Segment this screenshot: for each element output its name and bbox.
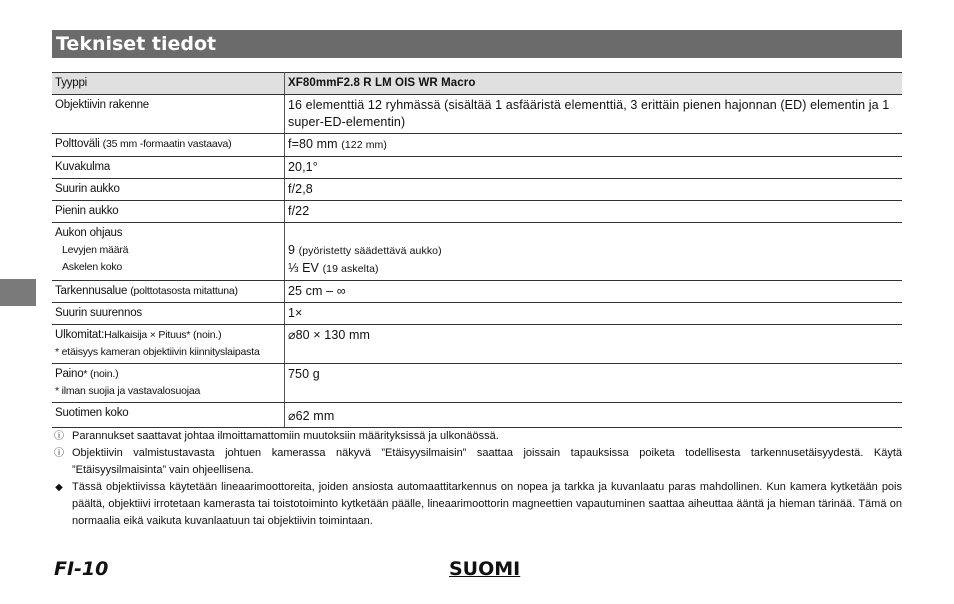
language-side-tab bbox=[0, 279, 36, 306]
row-label-text: Ulkomitat: bbox=[55, 329, 105, 341]
sub-value-text: ⅓ EV bbox=[288, 261, 319, 275]
row-label: Objektiivin rakenne bbox=[52, 95, 285, 134]
note-item bbox=[52, 479, 902, 530]
note-text: Parannukset saattavat johtaa ilmoittamattomiin muutoksiin määrityksissä ja ulkonäössä. bbox=[72, 430, 499, 442]
header-label: Tyyppi bbox=[52, 73, 285, 95]
note-text: Objektiivin valmistustavasta johtuen kamerassa näkyvä ”Etäisyysilmaisin” saattaa joissain tapauksissa poiketa todellisesta tarkennusetäisyydestä. Käytä ”Etäisyysilmaisinta” vain ohjeellisena. bbox=[72, 447, 902, 476]
row-value: 25 cm – ∞ bbox=[285, 281, 903, 303]
row-value: f/2,8 bbox=[285, 179, 903, 201]
row-label-note: * (noin.) bbox=[83, 368, 119, 380]
row-label-note: (polttotasosta mitattuna) bbox=[130, 285, 238, 297]
language-label: SUOMI bbox=[449, 558, 521, 580]
page-number: FI-10 bbox=[54, 558, 109, 580]
row-footnote: * ilman suojia ja vastavalosuojaa bbox=[55, 385, 201, 397]
row-label-text: Aukon ohjaus bbox=[55, 227, 123, 239]
table-row bbox=[52, 134, 902, 157]
row-value bbox=[285, 223, 903, 281]
sub-value-note: (19 askelta) bbox=[322, 263, 379, 275]
table-header-row bbox=[52, 73, 902, 95]
table-row bbox=[52, 201, 902, 223]
row-value bbox=[285, 403, 903, 428]
table-row bbox=[52, 223, 902, 281]
row-value-text: f=80 mm bbox=[288, 137, 338, 151]
row-label: Suurin aukko bbox=[52, 179, 285, 201]
sub-value-step bbox=[288, 260, 899, 278]
row-value: 16 elementtiä 12 ryhmässä (sisältää 1 asfääristä elementtiä, 3 erittäin pienen hajonnan (ED) elementin ja 1 super-ED-elementin) bbox=[285, 95, 903, 134]
header-value: XF80mmF2.8 R LM OIS WR Macro bbox=[285, 73, 903, 95]
row-label-text: Polttoväli bbox=[55, 138, 100, 150]
row-label: Suurin suurennos bbox=[52, 303, 285, 325]
table-row bbox=[52, 179, 902, 201]
row-value: ⌀80 × 130 mm bbox=[285, 325, 903, 364]
row-label-text: Tarkennusalue bbox=[55, 285, 128, 297]
row-value: 1× bbox=[285, 303, 903, 325]
row-value: 20,1° bbox=[285, 157, 903, 179]
row-label: Pienin aukko bbox=[52, 201, 285, 223]
row-value-text: ⌀62 mm bbox=[288, 409, 335, 423]
row-footnote: * etäisyys kameran objektiivin kiinnityslaipasta bbox=[55, 346, 260, 358]
table-row bbox=[52, 364, 902, 403]
row-label-note: Halkaisija × Pituus* (noin.) bbox=[104, 329, 222, 341]
table-row bbox=[52, 281, 902, 303]
row-value-note: (122 mm) bbox=[341, 139, 387, 151]
table-row bbox=[52, 95, 902, 134]
row-value: 750 g bbox=[285, 364, 903, 403]
sub-value-note: (pyöristetty säädettävä aukko) bbox=[298, 245, 442, 257]
sub-label-step: Askelen koko bbox=[62, 261, 123, 273]
info-icon: ⓘ bbox=[54, 448, 64, 459]
row-label-text: Paino bbox=[55, 368, 84, 380]
row-label bbox=[52, 281, 285, 303]
sub-value-text: 9 bbox=[288, 243, 296, 257]
table-row bbox=[52, 303, 902, 325]
tip-icon: ◆ bbox=[55, 482, 63, 493]
table-row bbox=[52, 325, 902, 364]
row-label bbox=[52, 223, 285, 281]
row-label: Kuvakulma bbox=[52, 157, 285, 179]
row-label-note: (35 mm -formaatin vastaava) bbox=[102, 138, 232, 150]
sub-value-blades bbox=[288, 242, 899, 260]
note-item bbox=[52, 428, 902, 445]
section-title: Tekniset tiedot bbox=[52, 30, 902, 58]
note-text: Tässä objektiivissa käytetään lineaarimoottoreita, joiden ansiosta automaattitarkennus on nopea ja tarkka ja kuvanlaatu paras mahdollinen. Kun kamera kytketään pois päältä, objektiivi irrotetaan kamerasta tai toistotoiminto kytketään päälle, lineaarimoottorin magneettien vapautuminen saattaa aiheuttaa ääntä ja hieman tärinää. Tämä on normaalia eikä vaikuta kuvanlaatuun tai objektiivin toimintaan. bbox=[72, 481, 902, 527]
row-label bbox=[52, 134, 285, 157]
row-value: f/22 bbox=[285, 201, 903, 223]
spacer bbox=[288, 405, 899, 408]
row-label: Suotimen koko bbox=[52, 403, 285, 428]
row-label bbox=[52, 364, 285, 403]
info-icon: ⓘ bbox=[54, 431, 64, 442]
note-item bbox=[52, 445, 902, 479]
row-value bbox=[285, 134, 903, 157]
row-label bbox=[52, 325, 285, 364]
table-row bbox=[52, 403, 902, 428]
spec-table bbox=[52, 72, 902, 428]
sub-label-blades: Levyjen määrä bbox=[62, 244, 129, 256]
table-row bbox=[52, 157, 902, 179]
spacer bbox=[288, 225, 899, 242]
notes-section bbox=[52, 428, 902, 530]
